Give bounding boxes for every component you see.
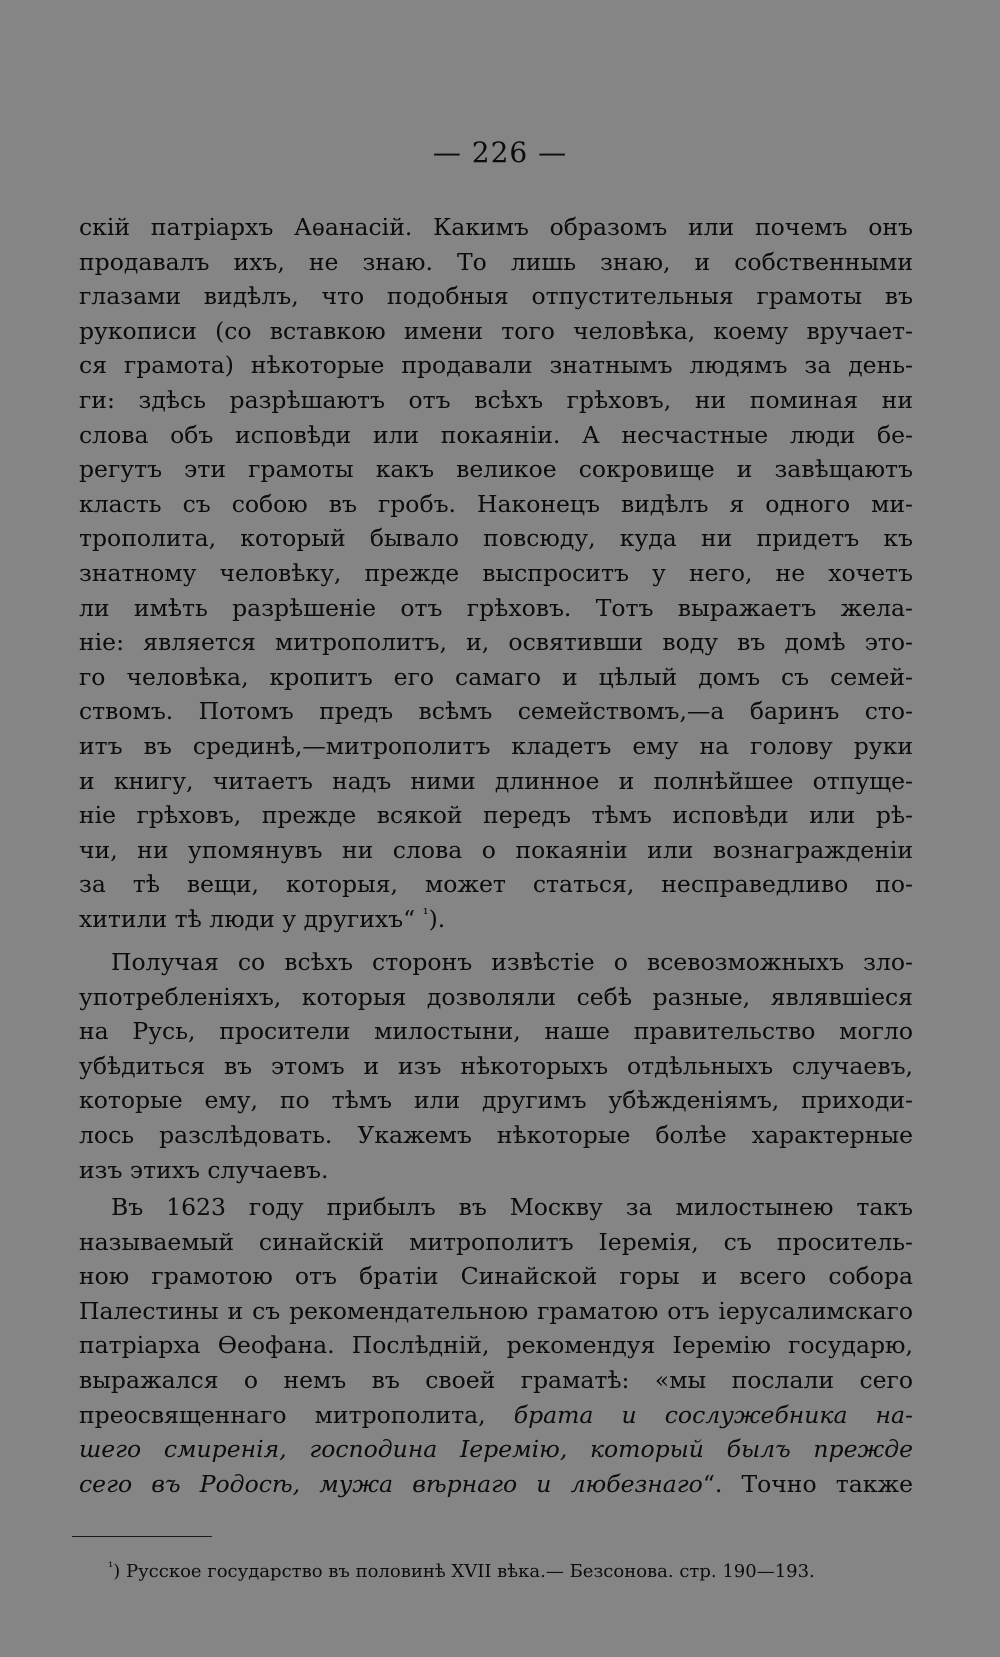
footnote-text: ) Русское государство въ половинѣ XVII вѣка.— Безсонова. стр. 190—193. (113, 1561, 815, 1582)
text-line (79, 1398, 913, 1433)
text-line: которые ему, по тѣмъ или другимъ убѣжденіямъ, приходи- (79, 1086, 913, 1115)
text-line: глазами видѣлъ, что подобныя отпустительныя грамоты въ (79, 282, 913, 311)
text-line (79, 1432, 913, 1467)
line-text: “. Точно также (702, 1469, 913, 1498)
footnote-divider (72, 1536, 212, 1537)
line-text: преосвященнаго митрополита, (79, 1400, 514, 1429)
footnote-reference-numeral: ¹ (422, 904, 429, 923)
text-line: выражался о немъ въ своей граматѣ: «мы послали сего (79, 1365, 913, 1394)
text-line: ною грамотою отъ братіи Синайской горы и всего собора (79, 1262, 913, 1291)
text-line: рукописи (со вставкою имени того человѣка, коему вручает- (79, 316, 913, 345)
text-line: патріарха Ѳеофана. Послѣдній, рекомендуя Іеремію государю, (79, 1331, 913, 1360)
text-line: ніе: является митрополитъ, и, освятивши воду въ домѣ это- (79, 628, 913, 657)
text-line: лось разслѣдовать. Укажемъ нѣкоторые болѣе характерные (79, 1120, 913, 1149)
italic-quote: шего смиренія, господина Іеремію, который былъ прежде (79, 1435, 913, 1464)
text-line: ся грамота) нѣкоторые продавали знатнымъ людямъ за день- (79, 351, 913, 380)
paragraph-1 (79, 210, 913, 936)
paragraph-2 (79, 945, 913, 1187)
text-line: трополита, который бывало повсюду, куда ни придетъ къ (79, 524, 913, 553)
text-line: ги: здѣсь разрѣшаютъ отъ всѣхъ грѣховъ, ни поминая ни (79, 385, 913, 414)
text-line: за тѣ вещи, которыя, может статься, несправедливо по- (79, 870, 913, 899)
page-number: — 226 — (432, 136, 568, 169)
text-line: убѣдиться въ этомъ и изъ нѣкоторыхъ отдѣльныхъ случаевъ, (79, 1051, 913, 1080)
text-line (79, 1467, 913, 1502)
footnote-reference[interactable] (423, 905, 446, 933)
text-line: продавалъ ихъ, не знаю. То лишь знаю, и собственными (79, 247, 913, 276)
text-line: Получая со всѣхъ сторонъ извѣстіе о всевозможныхъ зло- (111, 948, 913, 976)
text-line: регутъ эти грамоты какъ великое сокровище и завѣщаютъ (79, 455, 913, 484)
text-line: итъ въ срединѣ,—митрополитъ кладетъ ему на голову руки (79, 731, 913, 760)
text-line: класть съ собою въ гробъ. Наконецъ видѣлъ я одного ми- (79, 489, 913, 518)
footnote-mark: ¹ (108, 1560, 114, 1575)
line-text: хитили тѣ люди у другихъ“ (79, 904, 416, 933)
footnote (108, 1556, 914, 1588)
text-line: го человѣка, кропитъ его самаго и цѣлый домъ съ семей- (79, 662, 913, 691)
footnote-reference-tail: ). (428, 904, 446, 933)
italic-quote: сего въ Родосѣ, мужа вѣрнаго и любезнаго (79, 1469, 703, 1498)
text-line: изъ этихъ случаевъ. (79, 1155, 329, 1184)
text-line: Палестины и съ рекомендательною граматою отъ іерусалимскаго (79, 1296, 913, 1325)
text-line: слова объ исповѣди или покаяніи. А несчастные люди бе- (79, 420, 913, 449)
text-line: и книгу, читаетъ надъ ними длинное и полнѣйшее отпуще- (79, 766, 913, 795)
text-line (79, 902, 913, 937)
text-line: называемый синайскій митрополитъ Іеремія, съ проситель- (79, 1227, 913, 1256)
text-line: чи, ни упомянувъ ни слова о покаяніи или вознагражденіи (79, 835, 913, 864)
text-line: употребленіяхъ, которыя дозволяли себѣ разные, являвшіеся (79, 982, 913, 1011)
text-line: Въ 1623 году прибылъ въ Москву за милостынею такъ (111, 1193, 913, 1221)
italic-quote: брата и сослужебника на- (513, 1400, 913, 1429)
text-line: скій патріархъ Аѳанасій. Какимъ образомъ или почемъ онъ (79, 213, 913, 241)
text-line: ніе грѣховъ, прежде всякой передъ тѣмъ исповѣди или рѣ- (79, 801, 913, 830)
text-line: знатному человѣку, прежде выспроситъ у него, не хочетъ (79, 558, 913, 587)
text-line: на Русь, просители милостыни, наше правительство могло (79, 1017, 913, 1046)
text-line: ли имѣть разрѣшеніе отъ грѣховъ. Тотъ выражаетъ жела- (79, 593, 913, 622)
paragraph-3 (79, 1190, 913, 1501)
text-line: ствомъ. Потомъ предъ всѣмъ семействомъ,—а баринъ сто- (79, 697, 913, 726)
